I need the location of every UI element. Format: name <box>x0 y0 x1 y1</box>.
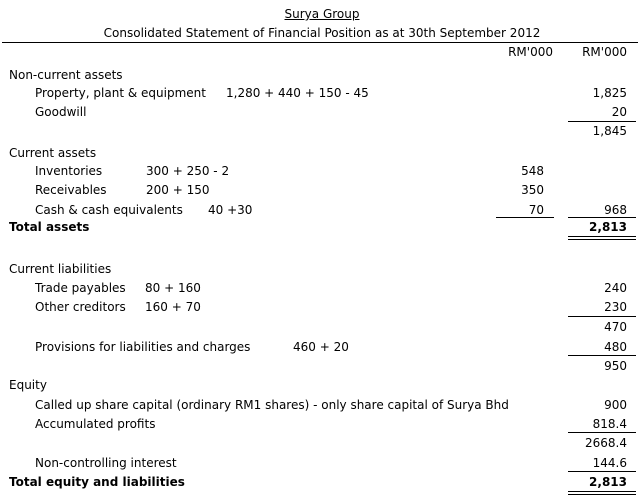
share-capital-label: Called up share capital (ordinary RM1 shares) - only share capital of Surya Bhd <box>35 398 509 412</box>
inventories-label: Inventories <box>35 164 103 178</box>
current-assets-subtotal: 968 <box>604 203 627 217</box>
ppe-calc: 1,280 + 440 + 150 - 45 <box>226 86 369 100</box>
liabilities-total-rule <box>568 355 636 356</box>
inventories-value: 548 <box>521 164 544 178</box>
provisions-value: 480 <box>604 340 627 354</box>
company-name: Surya Group <box>284 7 360 21</box>
total-assets-label: Total assets <box>9 220 90 234</box>
cash-calc: 40 +30 <box>208 203 253 217</box>
trade-payables-value: 240 <box>604 281 627 295</box>
nci-value: 144.6 <box>592 456 627 470</box>
statement-title: Consolidated Statement of Financial Position as at 30th September 2012 <box>103 26 541 40</box>
cash-value: 70 <box>528 203 544 217</box>
accumulated-profits-value: 818.4 <box>592 417 627 431</box>
inventories-calc: 300 + 250 - 2 <box>146 164 230 178</box>
equity-rule <box>568 432 636 433</box>
nci-label: Non-controlling interest <box>35 456 177 470</box>
ppe-value: 1,825 <box>592 86 627 100</box>
trade-payables-calc: 80 + 160 <box>145 281 201 295</box>
cash-label: Cash & cash equivalents <box>35 203 183 217</box>
provisions-calc: 460 + 20 <box>293 340 349 354</box>
share-capital-value: 900 <box>604 398 627 412</box>
non-current-subtotal: 1,845 <box>592 124 627 138</box>
equity-subtotal: 2668.4 <box>585 436 627 450</box>
current-assets-col2-rule <box>568 217 636 218</box>
column-1-unit: RM'000 <box>508 45 553 59</box>
goodwill-value: 20 <box>611 105 627 119</box>
header-rule <box>2 42 638 43</box>
total-equity-liabilities-double-rule <box>568 491 636 495</box>
total-equity-liabilities-value: 2,813 <box>589 475 627 489</box>
current-liabilities-subtotal: 470 <box>604 320 627 334</box>
non-current-assets-heading: Non-current assets <box>9 68 123 82</box>
receivables-value: 350 <box>521 183 544 197</box>
other-creditors-value: 230 <box>604 300 627 314</box>
non-current-rule <box>568 121 636 122</box>
receivables-calc: 200 + 150 <box>146 183 210 197</box>
equity-heading: Equity <box>9 378 47 392</box>
column-2-unit: RM'000 <box>582 45 627 59</box>
trade-payables-label: Trade payables <box>35 281 126 295</box>
goodwill-label: Goodwill <box>35 105 87 119</box>
current-liabilities-heading: Current liabilities <box>9 262 112 276</box>
receivables-label: Receivables <box>35 183 107 197</box>
provisions-label: Provisions for liabilities and charges <box>35 340 251 354</box>
other-creditors-label: Other creditors <box>35 300 126 314</box>
nci-rule <box>568 471 636 472</box>
total-equity-liabilities-label: Total equity and liabilities <box>9 475 185 489</box>
current-assets-col1-rule <box>496 217 554 218</box>
other-creditors-calc: 160 + 70 <box>145 300 201 314</box>
current-liabilities-rule <box>568 316 636 317</box>
ppe-label: Property, plant & equipment <box>35 86 206 100</box>
current-assets-heading: Current assets <box>9 146 97 160</box>
total-assets-double-rule <box>568 236 636 240</box>
total-assets-value: 2,813 <box>589 220 627 234</box>
liabilities-total: 950 <box>604 359 627 373</box>
accumulated-profits-label: Accumulated profits <box>35 417 156 431</box>
